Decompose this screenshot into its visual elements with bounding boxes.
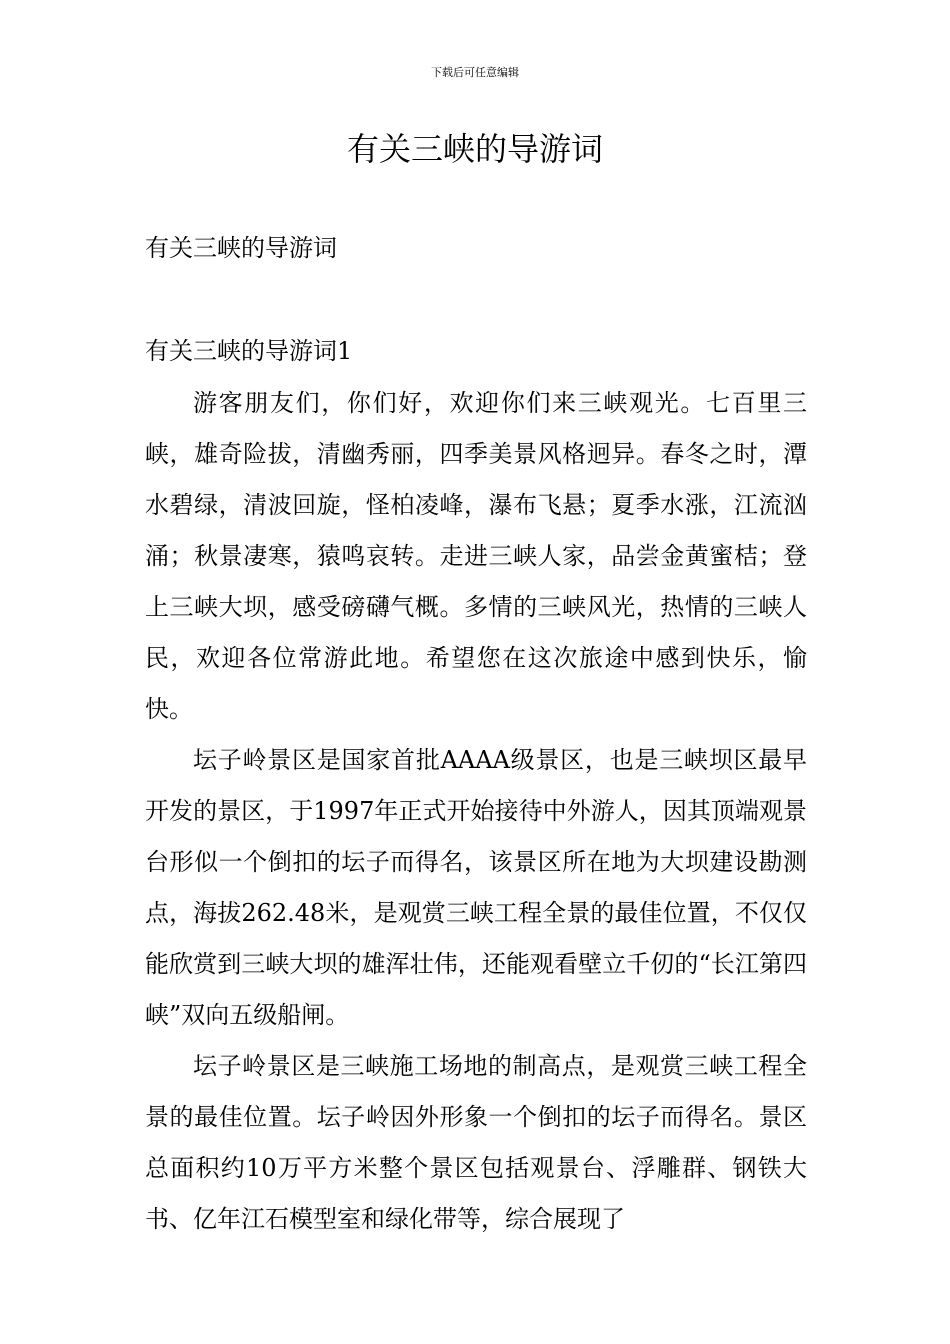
header-note: 下载后可任意编辑 <box>431 66 519 79</box>
body-paragraphs <box>145 378 807 1245</box>
document-subtitle: 有关三峡的导游词 <box>145 234 337 262</box>
paragraph: 坛子岭景区是三峡施工场地的制高点，是观赏三峡工程全景的最佳位置。坛子岭因外形象一个倒扣的坛子而得名。景区总面积约10万平方米整个景区包括观景台、浮雕群、钢铁大书、亿年江石模型室和绿化带等，综合展现了 <box>145 1052 807 1233</box>
document-title: 有关三峡的导游词 <box>346 130 603 168</box>
paragraph: 游客朋友们，你们好，欢迎你们来三峡观光。七百里三峡，雄奇险拔，清幽秀丽，四季美景风格迥异。春冬之时，潭水碧绿，清波回旋，怪柏凌峰，瀑布飞悬；夏季水涨，江流汹涌；秋景凄寒，猿鸣哀转。走进三峡人家，品尝金黄蜜桔；登上三峡大坝，感受磅礴气概。多情的三峡风光，热情的三峡人民，欢迎各位常游此地。希望您在这次旅途中感到快乐，愉快。 <box>145 389 807 723</box>
paragraph: 坛子岭景区是国家首批AAAA级景区，也是三峡坝区最早开发的景区，于1997年正式开始接待中外游人，因其顶端观景台形似一个倒扣的坛子而得名，该景区所在地为大坝建设勘测点，海拔262.48米，是观赏三峡工程全景的最佳位置，不仅仅能欣赏到三峡大坝的雄浑壮伟，还能观看壁立千仞的“长江第四峡”双向五级船闸。 <box>145 746 807 1029</box>
section-heading: 有关三峡的导游词1 <box>145 337 353 365</box>
